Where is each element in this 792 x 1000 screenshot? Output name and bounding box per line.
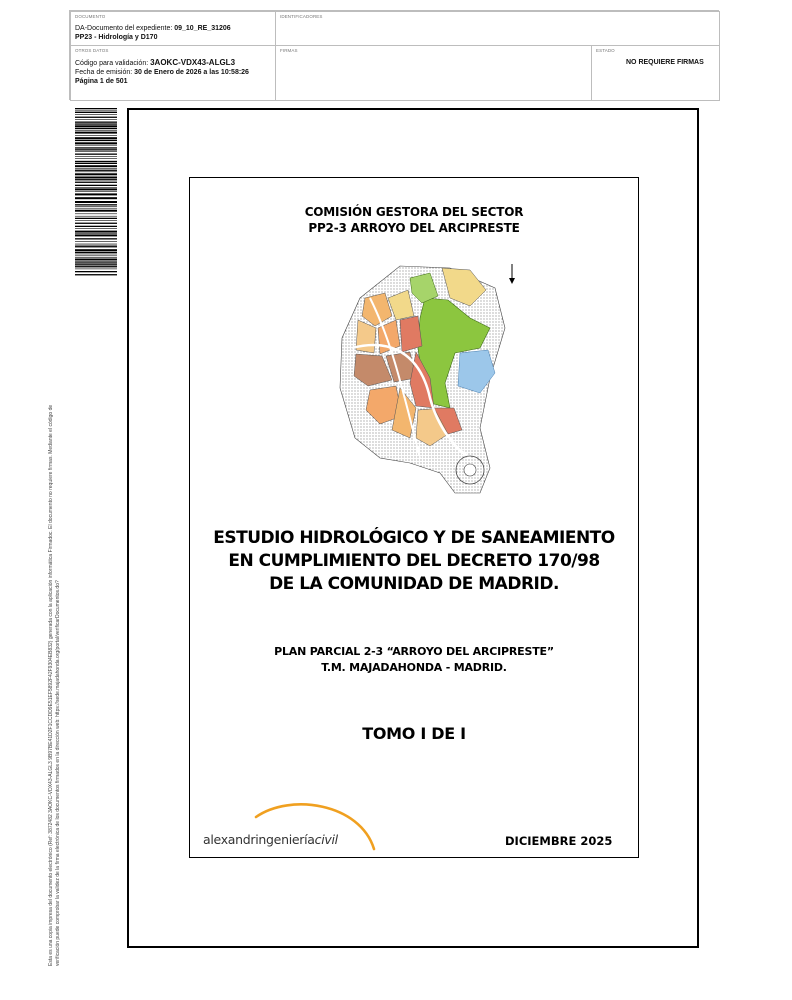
barcode-bar: [75, 226, 117, 227]
barcode-bar: [75, 132, 117, 134]
barcode-bar: [75, 172, 117, 173]
main-title-line-3: DE LA COMUNIDAD DE MADRID.: [269, 574, 559, 594]
barcode-bar: [75, 114, 117, 115]
otros-datos-caption: OTROS DATOS: [75, 48, 109, 53]
barcode-bar: [75, 231, 117, 233]
estado-caption: ESTADO: [596, 48, 615, 53]
barcode-bar: [75, 128, 117, 129]
barcode-bar: [75, 246, 117, 247]
company-logo-arc: [200, 795, 380, 857]
main-title-line-1: ESTUDIO HIDROLÓGICO Y DE SANEAMIENTO: [213, 528, 615, 548]
side-note-line-1: Esta es una copia impresa del documento electrónico (Ref: 3872482 3AOKC-VDX43-ALGL3 9B97BE41D2F1CCDD9E51EF5892F42F9304EB832) generada con la aplicación informática Firmadoc. El documento no requiere firmas. Mediante el código de: [48, 404, 54, 966]
fecha-value: 30 de Enero de 2026 a las 10:58:26: [134, 69, 249, 76]
barcode-bar: [75, 161, 117, 162]
barcode-bar: [75, 271, 117, 272]
verification-side-note: [48, 286, 68, 966]
plan-line-1: PLAN PARCIAL 2-3 “ARROYO DEL ARCIPRESTE”: [274, 645, 554, 658]
barcode-bar: [75, 256, 117, 257]
org-line-1: COMISIÓN GESTORA DEL SECTOR: [304, 205, 524, 219]
barcode-bar: [75, 191, 117, 192]
barcode-bar: [75, 168, 117, 169]
cover-date: DICIEMBRE 2025: [505, 834, 613, 848]
barcode-bar: [75, 188, 117, 190]
barcode-bar: [75, 140, 117, 141]
page-count: Página 1 de 501: [75, 78, 128, 85]
codigo-line: Código para validación: 3AOKC-VDX43-ALGL3: [75, 58, 236, 67]
company-logo: [203, 832, 338, 847]
barcode-bar: [75, 262, 117, 263]
barcode-bar: [75, 123, 117, 124]
barcode-bar: [75, 223, 117, 224]
logo-suffix-text: civil: [314, 832, 338, 847]
fecha-line: Fecha de emisión: 30 de Enero de 2026 a las 10:58:26: [75, 69, 249, 76]
barcode-bar: [75, 210, 117, 212]
barcode-bar: [75, 269, 117, 270]
barcode-bar: [75, 264, 117, 265]
barcode-bar: [75, 220, 117, 221]
barcode-bar: [75, 206, 117, 207]
barcode-bar: [75, 165, 117, 167]
validation-code[interactable]: 3AOKC-VDX43-ALGL3: [150, 58, 236, 67]
barcode-bar: [75, 234, 117, 236]
expediente-value: 09_10_RE_31206: [174, 25, 231, 32]
barcode-bar: [75, 187, 117, 188]
barcode-bar: [75, 130, 117, 131]
firmas-cell: [275, 45, 592, 101]
barcode-bar: [75, 257, 117, 258]
org-line-2: PP2-3 ARROYO DEL ARCIPRESTE: [308, 221, 520, 235]
barcode-bar: [75, 125, 117, 127]
barcode-bar: [75, 170, 117, 171]
barcode-bar: [75, 245, 117, 246]
barcode-bar: [75, 112, 117, 113]
barcode-bar: [75, 241, 117, 242]
documento-cell: [70, 11, 276, 46]
barcode-bar: [75, 233, 117, 234]
barcode-bar: [75, 193, 117, 195]
document-header: [69, 10, 719, 100]
barcode-bar: [75, 201, 117, 203]
barcode-bar: [75, 151, 117, 152]
volume-label: TOMO I DE I: [362, 724, 466, 743]
barcode-bar: [75, 142, 117, 144]
documento-caption: DOCUMENTO: [75, 14, 106, 19]
barcode-bar: [75, 228, 117, 229]
barcode-bar: [75, 145, 117, 146]
barcode-bar: [75, 274, 117, 275]
barcode-bar: [75, 259, 117, 261]
plan-line-2: T.M. MAJADAHONDA - MADRID.: [321, 661, 507, 674]
barcode-bar: [75, 163, 117, 164]
barcode-bar: [75, 218, 117, 219]
barcode-image: [75, 108, 117, 276]
barcode-bar: [75, 179, 117, 180]
main-title-line-2: EN CUMPLIMIENTO DEL DECRETO 170/98: [228, 551, 600, 571]
barcode-bar: [75, 208, 117, 209]
barcode-bar: [75, 158, 117, 159]
barcode-bar: [75, 147, 117, 148]
logo-main-text: alexandringeniería: [203, 832, 315, 847]
identificadores-cell: [275, 11, 720, 46]
barcode-bar: [75, 111, 117, 112]
otros-datos-cell: [70, 45, 276, 101]
estado-cell: [591, 45, 720, 101]
barcode-bar: [75, 197, 117, 199]
barcode-bar: [75, 249, 117, 251]
site-plan-map: [330, 258, 520, 498]
barcode-bar: [75, 177, 117, 179]
barcode-bar: [75, 149, 117, 150]
barcode-bar: [75, 117, 117, 118]
barcode-bar: [75, 182, 117, 183]
barcode-bar: [75, 154, 117, 155]
barcode-bar: [75, 173, 117, 175]
barcode-bar: [75, 204, 117, 205]
estado-value: NO REQUIERE FIRMAS: [626, 59, 704, 66]
document-title-line: PP23 - Hidrología y D170: [75, 34, 158, 41]
barcode-bar: [75, 254, 117, 255]
side-note-line-2: verificación puede comprobar la validez de la firma electrónica de los documentos firmados en la dirección web: https://sede.majadahonda.org/portal/verificarDocumentos.do?: [55, 580, 61, 966]
barcode-bar: [75, 214, 117, 215]
barcode-bar: [75, 135, 117, 136]
expediente-line: DA-Documento del expediente: 09_10_RE_31206: [75, 25, 231, 32]
barcode-bar: [75, 137, 117, 139]
barcode-bar: [75, 266, 117, 267]
barcode-bar: [75, 156, 117, 157]
barcode-bar: [75, 119, 117, 120]
barcode-bar: [75, 252, 117, 253]
barcode-bar: [75, 122, 117, 123]
barcode-bar: [75, 216, 117, 217]
firmas-caption: FIRMAS: [280, 48, 298, 53]
barcode-bar: [75, 238, 117, 239]
identificadores-caption: IDENTIFICADORES: [280, 14, 323, 19]
barcode-bar: [75, 185, 117, 186]
barcode-bar: [75, 244, 117, 245]
barcode-bar: [75, 108, 117, 109]
barcode-bar: [75, 261, 117, 262]
